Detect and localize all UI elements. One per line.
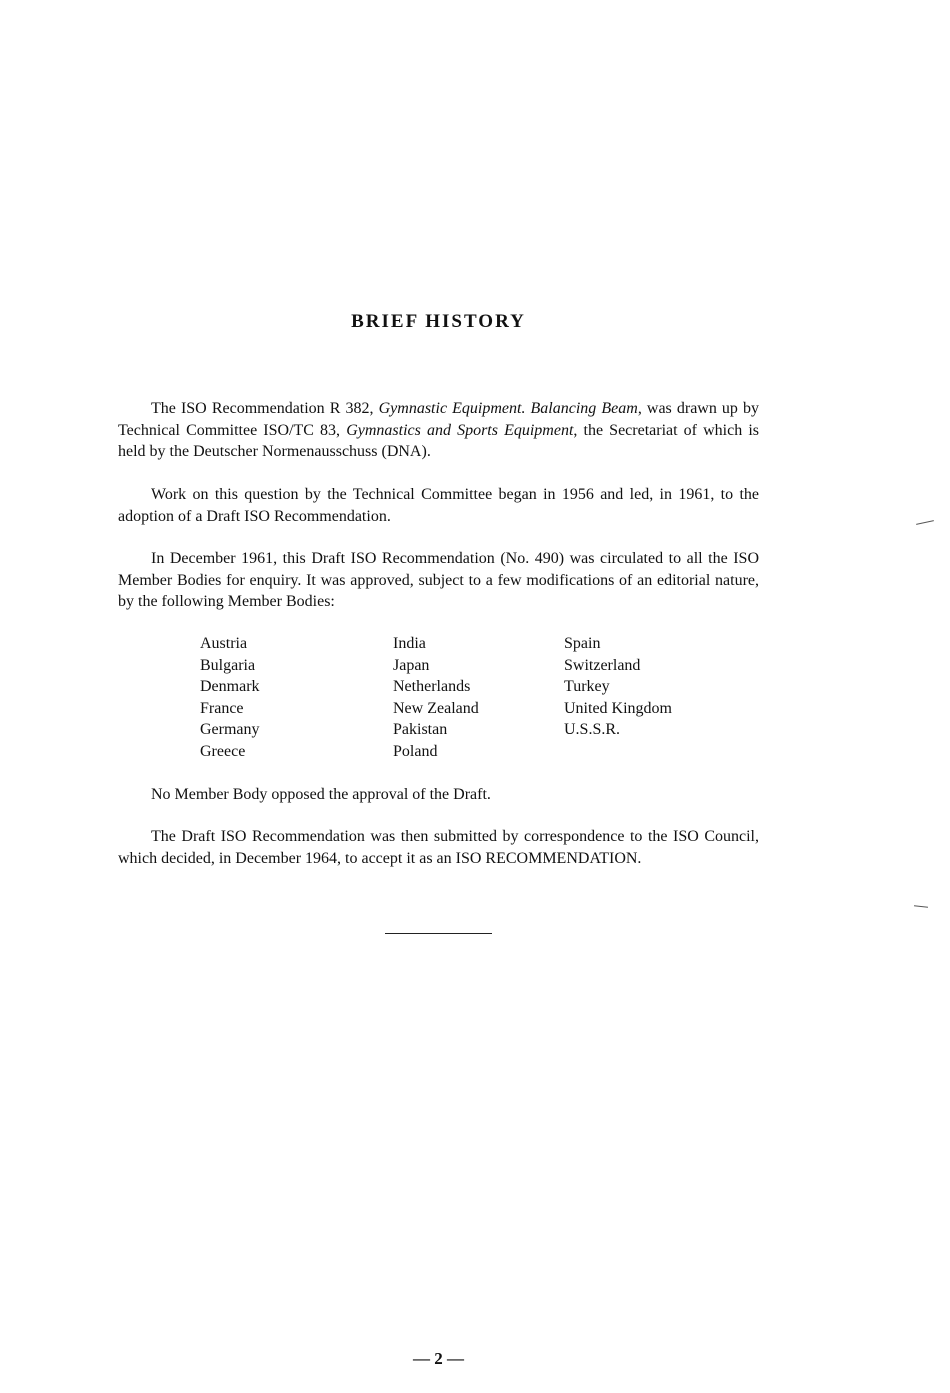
paragraph-origin <box>118 398 759 463</box>
section-divider <box>385 933 492 934</box>
paragraph-origin-text-b: , was drawn up by Technical Committee ISO/TC 83, <box>118 400 760 439</box>
list-item: Spain <box>564 635 601 652</box>
page-number: — 2 — <box>413 1349 464 1368</box>
list-item: Germany <box>200 721 260 738</box>
paragraph-work-text: Work on this question by the Technical Committee began in 1956 and led, in 1961, to the adoption of a Draft ISO Recommendation. <box>118 486 759 525</box>
paragraph-no-opposition <box>118 784 759 806</box>
paragraph-work <box>118 484 759 527</box>
member-bodies-column-2 <box>393 633 479 762</box>
list-item: Austria <box>200 635 248 652</box>
list-item: New Zealand <box>393 699 479 717</box>
paragraph-no-opposition-text: No Member Body opposed the approval of the Draft. <box>151 786 491 803</box>
margin-mark <box>916 520 934 525</box>
committee-title-italic: Gymnastics and Sports Equipment <box>346 421 574 439</box>
page-title: BRIEF HISTORY <box>351 311 526 332</box>
paragraph-council-text: The Draft ISO Recommendation was then submitted by correspondence to the ISO Council, which decided, in December 1964, to accept it as an ISO RECOMMENDATION. <box>118 828 759 867</box>
paragraph-origin-text-a: The ISO Recommendation R 382, <box>151 400 379 417</box>
list-item: Pakistan <box>393 721 448 738</box>
member-bodies-column-1 <box>200 633 260 762</box>
member-bodies-column-3 <box>564 633 672 741</box>
list-item: Greece <box>200 742 246 760</box>
list-item: France <box>200 699 244 717</box>
paragraph-origin-text-c: , the Secretariat of which is held by the Deutscher Normenausschuss (DNA). <box>118 421 760 460</box>
list-item: U.S.S.R. <box>564 721 621 738</box>
margin-mark <box>914 905 928 907</box>
paragraph-enquiry-text: In December 1961, this Draft ISO Recommendation (No. 490) was circulated to all the ISO Member Bodies for enquiry. It was approved, subject to a few modifications of an editorial nature, by the following Member Bodies: <box>118 550 759 610</box>
list-item: Netherlands <box>393 678 471 695</box>
list-item: Bulgaria <box>200 656 256 674</box>
list-item: Denmark <box>200 678 260 695</box>
list-item: United Kingdom <box>564 699 672 717</box>
paragraph-enquiry <box>118 548 759 613</box>
list-item: Turkey <box>564 678 610 695</box>
paragraph-council <box>118 826 759 869</box>
list-item: India <box>393 635 426 652</box>
list-item: Poland <box>393 742 438 760</box>
list-item: Switzerland <box>564 656 641 674</box>
list-item: Japan <box>393 656 430 674</box>
standard-title-italic: Gymnastic Equipment. Balancing Beam <box>378 400 638 417</box>
